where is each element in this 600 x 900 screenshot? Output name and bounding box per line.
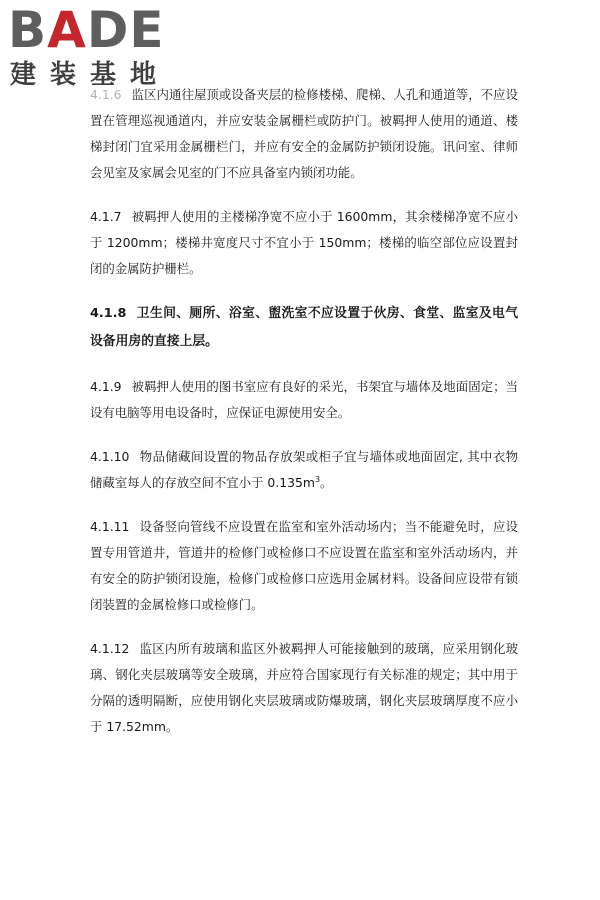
section-text: 监区内所有玻璃和监区外被羁押人可能接触到的玻璃，应采用钢化玻璃、钢化夹层玻璃等安全玻璃，并应符合国家现行有关标准的规定；其中用于分隔的透明隔断，应使用钢化夹层玻璃或防爆玻璃，钢化夹层玻璃厚度不应小于 17.52mm。	[90, 641, 518, 734]
section-number: 4.1.11	[90, 519, 130, 534]
logo-accent-letter: A	[47, 1, 87, 59]
brand-logo	[8, 2, 183, 94]
section-4-1-6	[90, 82, 518, 186]
section-4-1-9	[90, 374, 518, 426]
logo-letter-b: B	[8, 1, 48, 59]
section-4-1-7	[90, 204, 518, 282]
section-number: 4.1.8	[90, 306, 127, 321]
section-text: 物品储藏间设置的物品存放架或柜子宜与墙体或地面固定, 其中衣物储藏室每人的存放空间不宜小于 0.135m	[90, 449, 518, 490]
section-suffix: 。	[320, 475, 333, 490]
section-number: 4.1.10	[90, 449, 130, 464]
section-text: 卫生间、厕所、浴室、盥洗室不应设置于伙房、食堂、监室及电气设备用房的直接上层。	[90, 306, 518, 349]
section-4-1-11	[90, 514, 518, 618]
logo-chinese-name: 建装基地	[10, 60, 171, 90]
section-number: 4.1.6	[90, 87, 122, 102]
section-text: 监区内通往屋顶或设备夹层的检修楼梯、爬梯、人孔和通道等，不应设置在管理巡视通道内，并应安装金属栅栏或防护门。被羁押人使用的通道、楼梯封闭门宜采用金属栅栏门，并应有安全的金属防护锁闭设施。讯问室、律师会见室及家属会见室的门不应具备室内锁闭功能。	[90, 87, 518, 180]
section-4-1-10	[90, 444, 518, 496]
section-4-1-12	[90, 636, 518, 740]
section-text: 被羁押人使用的主楼梯净宽不应小于 1600mm，其余楼梯净宽不应小于 1200mm；楼梯井宽度尺寸不宜小于 150mm；楼梯的临空部位应设置封闭的金属防护栅栏。	[90, 209, 518, 276]
section-text: 被羁押人使用的图书室应有良好的采光，书架宜与墙体及地面固定；当设有电脑等用电设备时，应保证电源使用安全。	[90, 379, 518, 420]
section-text: 设备竖向管线不应设置在监室和室外活动场内；当不能避免时，应设置专用管道井，管道井的检修门或检修口不应设置在监室和室外活动场内，并有安全的防护锁闭设施，检修门或检修口应选用金属材料。设备间应设带有锁闭装置的金属检修口或检修门。	[90, 519, 518, 612]
document-body	[90, 82, 518, 758]
section-number: 4.1.9	[90, 379, 122, 394]
section-number: 4.1.7	[90, 209, 122, 224]
superscript-cubed: 3	[314, 474, 321, 484]
logo-letters-de: DE	[86, 1, 165, 59]
logo-wordmark	[8, 2, 165, 58]
section-number: 4.1.12	[90, 641, 130, 656]
section-4-1-8	[90, 300, 518, 356]
